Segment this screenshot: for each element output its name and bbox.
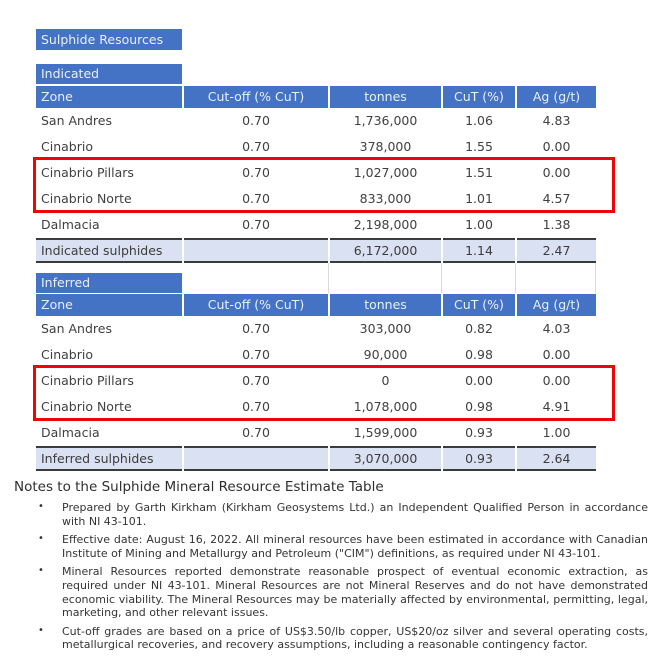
cell-ag: 4.03	[542, 321, 571, 336]
cell-tonnes: 378,000	[359, 139, 412, 154]
cell-total-tonnes: 6,172,000	[330, 238, 441, 263]
table-row	[36, 368, 596, 394]
cell-cut: 0.98	[465, 347, 493, 362]
cell-cut: 1.01	[465, 191, 493, 206]
table-row	[36, 186, 596, 212]
cell-zone: San Andres	[41, 321, 112, 336]
cell-zone: Cinabrio Pillars	[41, 165, 134, 180]
cell-ag: 4.83	[542, 113, 571, 128]
inferred-header-row	[36, 294, 596, 316]
note-text: Mineral Resources reported demonstrate reasonable prospect of eventual economic extraction, as required under NI 43-101. Mineral Resources are not Mineral Reserves and do not have demonstrated economic viability. The Mineral Resources may be materially affected by environmental, permitting, legal, marketing, and other relevant issues.	[62, 565, 648, 620]
cell-zone: San Andres	[41, 113, 112, 128]
cell-cutoff: 0.70	[242, 399, 270, 414]
cell-tonnes: 2,198,000	[353, 217, 418, 232]
column-gridline	[515, 263, 516, 293]
inferred-label: Inferred	[36, 273, 182, 293]
column-header-zone: Zone	[36, 294, 182, 316]
cell-cut: 1.06	[465, 113, 493, 128]
cell-cutoff: 0.70	[242, 373, 270, 388]
cell-total-cutoff	[184, 238, 328, 263]
cell-tonnes: 90,000	[363, 347, 408, 362]
table-row	[36, 212, 596, 238]
note-text: Effective date: August 16, 2022. All mineral resources have been estimated in accordance with Canadian Institute of Mining and Metallurgy and Petroleum ("CIM") definitions, as required under NI 43-101.	[62, 533, 648, 560]
cell-cutoff: 0.70	[242, 217, 270, 232]
cell-cutoff: 0.70	[242, 191, 270, 206]
cell-total-cutoff	[184, 446, 328, 471]
cell-tonnes: 303,000	[359, 321, 412, 336]
inferred-section	[36, 263, 596, 471]
column-header-cutoff: Cut-off (% CuT)	[184, 294, 328, 316]
notes-section	[14, 479, 648, 657]
cell-cutoff: 0.70	[242, 139, 270, 154]
column-header-tonnes: tonnes	[330, 86, 441, 108]
cell-cut: 1.51	[465, 165, 493, 180]
cell-total-tonnes: 3,070,000	[330, 446, 441, 471]
cell-ag: 1.38	[542, 217, 571, 232]
cell-cutoff: 0.70	[242, 425, 270, 440]
table-row	[36, 108, 596, 134]
cell-cut: 1.00	[465, 217, 493, 232]
cell-zone: Cinabrio Norte	[41, 399, 132, 414]
note-text: Cut-off grades are based on a price of US$3.50/lb copper, US$20/oz silver and several operating costs, metallurgical recoveries, and recovery assumptions, including a reasonable contingency factor.	[62, 624, 648, 652]
table-row	[36, 160, 596, 186]
bullet-marker: •	[38, 533, 44, 545]
cell-ag: 0.00	[542, 165, 571, 180]
notes-title: Notes to the Sulphide Mineral Resource Estimate Table	[14, 479, 384, 495]
indicated-section	[36, 64, 596, 263]
note-item	[14, 501, 648, 528]
cell-total-cut: 1.14	[443, 238, 515, 263]
cell-cut: 0.82	[465, 321, 493, 336]
column-gridline	[595, 263, 596, 293]
table-row	[36, 316, 596, 342]
cell-cut: 1.55	[465, 139, 493, 154]
cell-ag: 4.57	[542, 191, 571, 206]
cell-tonnes: 1,736,000	[353, 113, 418, 128]
cell-tonnes: 0	[381, 373, 390, 388]
column-header-cut: CuT (%)	[443, 294, 515, 316]
highlight-box-indicated	[36, 160, 596, 212]
cell-ag: 4.91	[542, 399, 571, 414]
column-gridline	[328, 263, 329, 293]
table-row	[36, 420, 596, 446]
cell-zone: Cinabrio Norte	[41, 191, 132, 206]
note-item	[14, 565, 648, 619]
column-gridline	[441, 263, 442, 293]
cell-tonnes: 833,000	[359, 191, 412, 206]
cell-cut: 0.98	[465, 399, 493, 414]
table-row	[36, 134, 596, 160]
cell-cutoff: 0.70	[242, 321, 270, 336]
cell-zone: Cinabrio	[41, 139, 93, 154]
note-text: Prepared by Garth Kirkham (Kirkham Geosystems Ltd.) an Independent Qualified Person in accordance with NI 43-101.	[62, 501, 648, 528]
inferred-total-row	[36, 446, 596, 471]
cell-total-label: Indicated sulphides	[36, 238, 182, 263]
table-row	[36, 342, 596, 368]
column-header-zone: Zone	[36, 86, 182, 108]
highlight-box-inferred	[36, 368, 596, 420]
indicated-total-row	[36, 238, 596, 263]
table-spacer	[36, 263, 596, 294]
cell-tonnes: 1,027,000	[353, 165, 418, 180]
column-header-tonnes: tonnes	[330, 294, 441, 316]
column-header-ag: Ag (g/t)	[517, 86, 596, 108]
column-header-cutoff: Cut-off (% CuT)	[184, 86, 328, 108]
cell-total-ag: 2.64	[517, 446, 596, 471]
bullet-marker: •	[38, 565, 44, 577]
cell-cutoff: 0.70	[242, 165, 270, 180]
cell-zone: Dalmacia	[41, 217, 100, 232]
cell-total-cut: 0.93	[443, 446, 515, 471]
column-header-cut: CuT (%)	[443, 86, 515, 108]
cell-total-ag: 2.47	[517, 238, 596, 263]
indicated-header-row	[36, 86, 596, 108]
column-header-ag: Ag (g/t)	[517, 294, 596, 316]
cell-tonnes: 1,078,000	[353, 399, 418, 414]
cell-ag: 0.00	[542, 347, 571, 362]
indicated-label: Indicated	[36, 64, 182, 84]
cell-ag: 0.00	[542, 373, 571, 388]
cell-ag: 0.00	[542, 139, 571, 154]
cell-cut: 0.93	[465, 425, 493, 440]
note-item	[14, 533, 648, 560]
cell-zone: Cinabrio	[41, 347, 93, 362]
cell-zone: Dalmacia	[41, 425, 100, 440]
cell-cutoff: 0.70	[242, 113, 270, 128]
cell-total-label: Inferred sulphides	[36, 446, 182, 471]
cell-tonnes: 1,599,000	[353, 425, 418, 440]
cell-ag: 1.00	[542, 425, 571, 440]
cell-cutoff: 0.70	[242, 347, 270, 362]
section-title-sulphide-resources: Sulphide Resources	[36, 29, 182, 50]
cell-cut: 0.00	[465, 373, 493, 388]
bullet-marker: •	[38, 624, 44, 636]
bullet-marker: •	[38, 501, 44, 512]
cell-zone: Cinabrio Pillars	[41, 373, 134, 388]
table-row	[36, 394, 596, 420]
note-item	[14, 625, 648, 652]
